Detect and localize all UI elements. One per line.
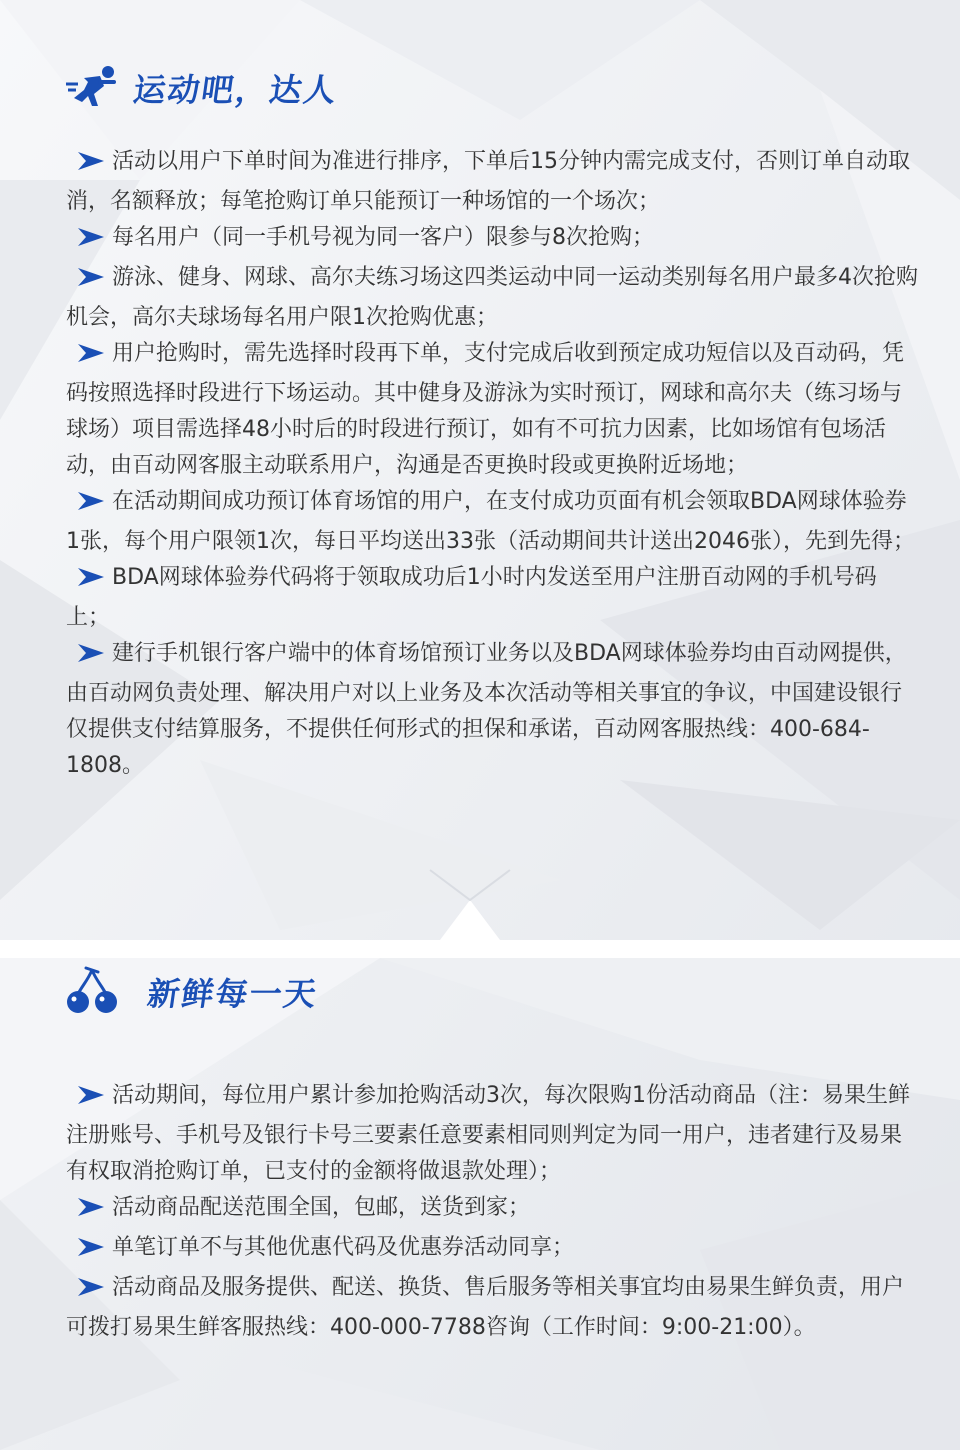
arrow-bullet-icon [76, 264, 106, 300]
arrow-bullet-icon [76, 1274, 106, 1310]
section-sports-heading [64, 64, 341, 112]
arrow-bullet-icon [76, 340, 106, 376]
list-item [66, 1270, 918, 1346]
arrow-bullet-icon [76, 640, 106, 676]
list-item-text: 每名用户（同一手机号视为同一客户）限参与8次抢购； [112, 225, 654, 250]
arrow-bullet-icon [76, 564, 106, 600]
arrow-bullet-icon [76, 1194, 106, 1230]
cherry-icon [64, 966, 120, 1018]
list-item [66, 220, 918, 260]
list-item-text: 单笔订单不与其他优惠代码及优惠券活动同享； [112, 1235, 575, 1260]
arrow-bullet-icon [76, 1082, 106, 1118]
arrow-bullet-icon [76, 1234, 106, 1270]
list-item [66, 1078, 918, 1190]
list-item-text: 活动商品及服务提供、配送、换货、售后服务等相关事宜均由易果生鲜负责，用户可拨打易果生鲜客服热线：400-000-7788咨询（工作时间：9:00-21:00）。 [66, 1275, 905, 1340]
list-item [66, 1190, 918, 1230]
list-item [66, 636, 918, 784]
arrow-bullet-icon [76, 148, 106, 184]
list-item [66, 1230, 918, 1270]
section-sports-rules [66, 144, 918, 784]
arrow-bullet-icon [76, 224, 106, 260]
list-item [66, 484, 918, 560]
list-item [66, 260, 918, 336]
list-item-text: 用户抢购时，需先选择时段再下单，支付完成后收到预定成功短信以及百动码，凭码按照选择时段进行下场运动。其中健身及游泳为实时预订，网球和高尔夫（练习场与球场）项目需选择48小时后的时段进行预订，如有不可抗力因素，比如场馆有包场活动，由百动网客服主动联系用户，沟通是否更换时段或更换附近场地； [66, 341, 905, 478]
list-item-text: 活动商品配送范围全国，包邮，送货到家； [112, 1195, 531, 1220]
list-item-text: 建行手机银行客户端中的体育场馆预订业务以及BDA网球体验券均由百动网提供，由百动网负责处理、解决用户对以上业务及本次活动等相关事宜的争议，中国建设银行仅提供支付结算服务，不提供任何形式的担保和承诺，百动网客服热线：400-684-1808。 [66, 641, 907, 778]
list-item [66, 144, 918, 220]
list-item-text: 在活动期间成功预订体育场馆的用户，在支付成功页面有机会领取BDA网球体验券1张，每个用户限领1次，每日平均送出33张（活动期间共计送出2046张），先到先得； [66, 489, 915, 554]
arrow-bullet-icon [76, 488, 106, 524]
list-item [66, 560, 918, 636]
list-item-text: BDA网球体验券代码将于领取成功后1小时内发送至用户注册百动网的手机号码上； [66, 565, 877, 630]
list-item-text: 活动期间，每位用户累计参加抢购活动3次，每次限购1份活动商品（注：易果生鲜注册账号、手机号及银行卡号三要素任意要素相同则判定为同一用户，违者建行及易果有权取消抢购订单，已支付的金额将做退款处理）； [66, 1083, 910, 1184]
list-item-text: 活动以用户下单时间为准进行排序，下单后15分钟内需完成支付，否则订单自动取消，名额释放；每笔抢购订单只能预订一种场馆的一个场次； [66, 149, 910, 214]
list-item-text: 游泳、健身、网球、高尔夫练习场这四类运动中同一运动类别每名用户最多4次抢购机会，高尔夫球场每名用户限1次抢购优惠； [66, 265, 918, 330]
section-sports-title: 运动吧，达人 [131, 71, 341, 109]
section-fresh-title: 新鲜每一天 [145, 975, 321, 1013]
section-fresh-heading [64, 966, 321, 1018]
list-item [66, 336, 918, 484]
section-fresh-rules [66, 1078, 918, 1346]
runner-icon [64, 64, 120, 112]
